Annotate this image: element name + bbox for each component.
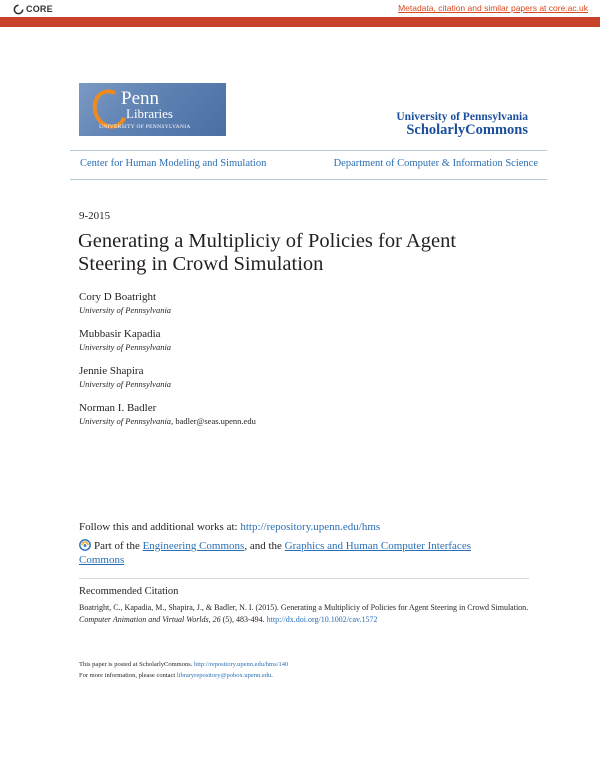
repository-university[interactable]: University of Pennsylvania (396, 111, 528, 123)
penn-libraries-logo[interactable] (79, 83, 226, 136)
part-of-middle: , and the (244, 540, 285, 552)
follow-line (79, 521, 380, 533)
footer-paper-link[interactable]: http://repository.upenn.edu/hms/140 (194, 661, 289, 668)
footer-line-2 (79, 670, 529, 681)
core-banner (0, 0, 600, 41)
footer-contact-text: For more information, please contact (79, 672, 177, 679)
footer-period: . (271, 672, 273, 679)
author-affiliation-text: University of Pennsylvania (79, 416, 172, 426)
graphics-hci-commons-link[interactable]: Graphics and Human Computer Interfaces (284, 540, 471, 552)
footer-notes (79, 659, 529, 681)
footer-line-1 (79, 659, 529, 670)
divider (79, 578, 529, 579)
core-logo-text: CORE (26, 4, 53, 14)
repository-name[interactable]: ScholarlyCommons (406, 122, 528, 138)
part-of-line (79, 539, 499, 567)
logo-penn-text: Penn (121, 88, 159, 109)
author-affiliation: University of Pennsylvania (79, 305, 172, 315)
author-name: Mubbasir Kapadia (79, 328, 161, 340)
publication-date: 9-2015 (79, 210, 111, 222)
author-entry (79, 364, 171, 390)
recommended-citation-heading: Recommended Citation (79, 586, 179, 597)
citation-journal: Computer Animation and Virtual Worlds, 26 (79, 615, 221, 624)
provided-by-text: Provided by ScholarlyCommons@Penn (10, 35, 116, 41)
open-access-icon (79, 539, 91, 551)
author-affiliation: University of Pennsylvania, badler@seas.upenn.edu (79, 416, 256, 426)
repository-url-link[interactable]: http://repository.upenn.edu/hms (240, 521, 381, 533)
author-affiliation: University of Pennsylvania (79, 342, 172, 352)
collection-link-cis[interactable]: Department of Computer & Information Science (333, 158, 538, 169)
author-entry (79, 401, 256, 427)
footer-posted-text: This paper is posted at ScholarlyCommons. (79, 661, 195, 668)
logo-libraries-text: Libraries (126, 106, 173, 121)
author-affiliation: University of Pennsylvania (79, 379, 172, 389)
author-name: Norman I. Badler (79, 402, 157, 414)
core-provided-strip (0, 17, 600, 41)
citation-part1: Boatright, C., Kapadia, M., Shapira, J., & Badler, N. I. (2015). Generating a Multipliciy of Policies for Agent Steering in Crowd Simulation. (79, 603, 529, 612)
author-name: Cory D Boatright (79, 291, 156, 303)
citation-doi-link[interactable]: http://dx.doi.org/10.1002/cav.1572 (266, 615, 378, 624)
collection-link-hms[interactable]: Center for Human Modeling and Simulation (80, 158, 267, 169)
footer-email-link[interactable]: libraryrepository@pobox.upenn.edu (176, 672, 272, 679)
paper-title: Generating a Multipliciy of Policies for Agent Steering in Crowd Simulation (78, 230, 457, 275)
logo-university-text: UNIVERSITY OF PENNSYLVANIA (99, 124, 191, 130)
collections-bar (70, 150, 547, 180)
author-entry (79, 327, 171, 353)
author-email[interactable]: badler@seas.upenn.edu (175, 416, 256, 426)
core-metadata-link[interactable]: Metadata, citation and similar papers at core.ac.uk (398, 3, 588, 13)
engineering-commons-link[interactable]: Engineering Commons (142, 540, 245, 552)
author-entry (79, 290, 171, 316)
core-logo-icon (13, 4, 24, 15)
part-of-prefix: Part of the (94, 540, 143, 552)
recommended-citation-text (79, 602, 529, 626)
graphics-hci-commons-link-cont[interactable]: Commons (79, 554, 125, 566)
author-name: Jennie Shapira (79, 365, 144, 377)
core-top-strip (0, 0, 600, 17)
follow-text: Follow this and additional works at: (79, 521, 241, 533)
core-logo[interactable] (13, 3, 53, 15)
citation-part2: (5), 483-494. (220, 615, 267, 624)
